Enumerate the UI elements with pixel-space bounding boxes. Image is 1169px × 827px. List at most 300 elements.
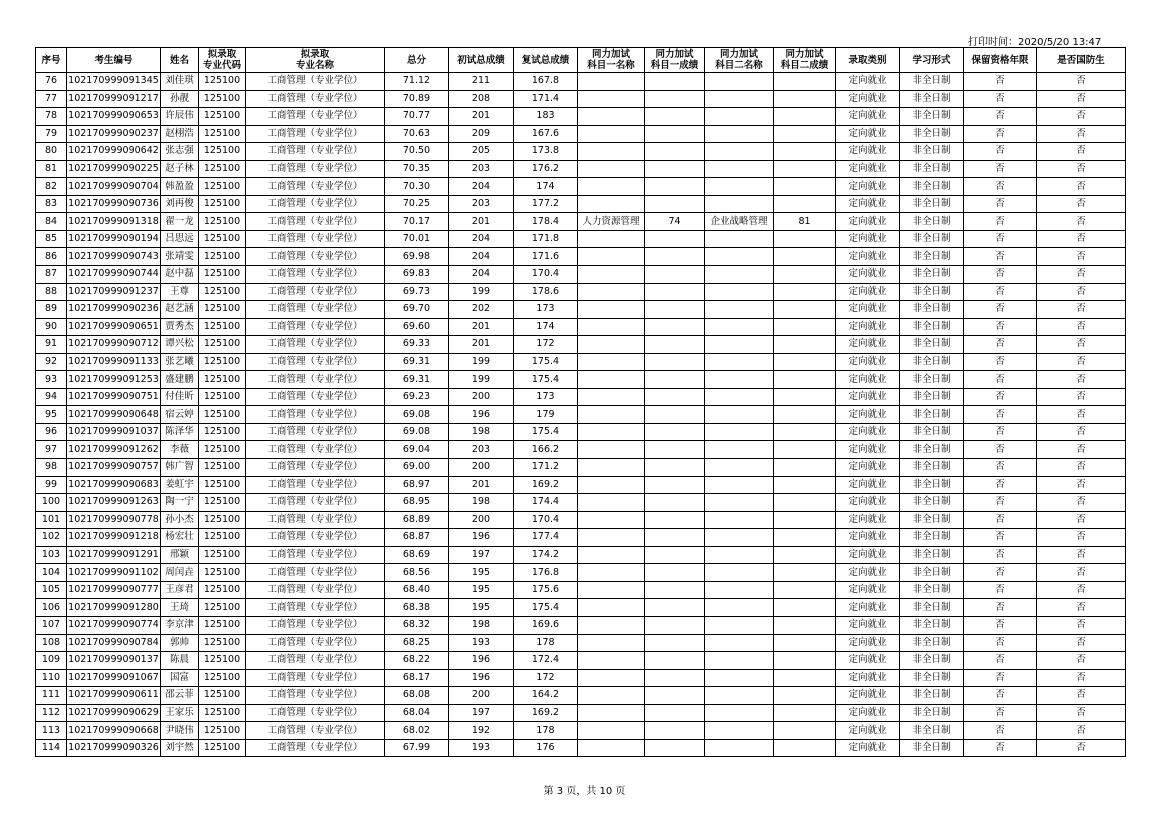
table-cell: 否 — [964, 529, 1037, 547]
table-row — [36, 722, 1126, 740]
table-cell — [645, 108, 705, 126]
table-cell: 68.32 — [385, 616, 449, 634]
table-cell: 125100 — [199, 125, 246, 143]
table-cell — [578, 108, 645, 126]
table-cell: 定向就业 — [836, 494, 900, 512]
table-cell — [645, 73, 705, 91]
table-cell: 定向就业 — [836, 388, 900, 406]
table-cell: 张志强 — [161, 143, 199, 161]
table-cell: 102170999091262 — [67, 441, 161, 459]
table-row — [36, 125, 1126, 143]
table-cell — [774, 160, 836, 178]
table-cell: 否 — [1037, 616, 1126, 634]
table-cell: 199 — [449, 371, 514, 389]
table-cell: 173 — [514, 301, 578, 319]
table-cell: 非全日制 — [900, 599, 964, 617]
table-cell — [705, 353, 774, 371]
column-header: 复试总成绩 — [514, 48, 578, 73]
table-cell: 176 — [514, 739, 578, 757]
table-cell: 201 — [449, 108, 514, 126]
table-row — [36, 213, 1126, 231]
table-body — [36, 73, 1126, 757]
table-cell: 69.33 — [385, 336, 449, 354]
table-cell: 125100 — [199, 90, 246, 108]
table-cell — [645, 143, 705, 161]
table-cell: 68.25 — [385, 634, 449, 652]
table-cell: 工商管理（专业学位） — [246, 511, 385, 529]
table-cell: 111 — [36, 687, 67, 705]
table-cell: 李薇 — [161, 441, 199, 459]
table-cell — [578, 125, 645, 143]
table-cell: 孙小杰 — [161, 511, 199, 529]
table-cell: 工商管理（专业学位） — [246, 301, 385, 319]
table-cell: 非全日制 — [900, 581, 964, 599]
table-cell: 87 — [36, 266, 67, 284]
table-row — [36, 529, 1126, 547]
table-cell — [774, 353, 836, 371]
table-cell: 否 — [1037, 687, 1126, 705]
table-cell: 175.6 — [514, 581, 578, 599]
table-row — [36, 476, 1126, 494]
table-cell: 王家乐 — [161, 704, 199, 722]
table-cell: 125100 — [199, 704, 246, 722]
table-cell: 工商管理（专业学位） — [246, 108, 385, 126]
table-cell — [578, 230, 645, 248]
table-cell — [645, 739, 705, 757]
table-cell: 179 — [514, 406, 578, 424]
table-cell: 非全日制 — [900, 336, 964, 354]
table-cell: 否 — [1037, 494, 1126, 512]
table-cell — [578, 160, 645, 178]
table-cell: 177.2 — [514, 195, 578, 213]
table-cell: 否 — [964, 739, 1037, 757]
table-cell: 205 — [449, 143, 514, 161]
table-cell: 195 — [449, 581, 514, 599]
table-cell: 125100 — [199, 160, 246, 178]
table-cell: 否 — [1037, 581, 1126, 599]
table-cell — [774, 195, 836, 213]
table-cell — [774, 178, 836, 196]
table-row — [36, 73, 1126, 91]
table-cell: 70.30 — [385, 178, 449, 196]
table-cell — [578, 564, 645, 582]
table-cell: 68.95 — [385, 494, 449, 512]
table-cell: 95 — [36, 406, 67, 424]
table-cell: 赵子林 — [161, 160, 199, 178]
table-cell: 张艺曦 — [161, 353, 199, 371]
table-cell: 非全日制 — [900, 406, 964, 424]
table-cell: 非全日制 — [900, 511, 964, 529]
table-cell: 102170999090683 — [67, 476, 161, 494]
table-cell — [578, 687, 645, 705]
table-cell: 102170999091263 — [67, 494, 161, 512]
table-cell: 125100 — [199, 616, 246, 634]
table-cell: 102170999090237 — [67, 125, 161, 143]
table-cell: 69.60 — [385, 318, 449, 336]
table-cell — [774, 687, 836, 705]
table-cell: 非全日制 — [900, 441, 964, 459]
table-cell: 94 — [36, 388, 67, 406]
table-cell: 101 — [36, 511, 67, 529]
table-cell: 177.4 — [514, 529, 578, 547]
table-cell: 非全日制 — [900, 634, 964, 652]
table-row — [36, 652, 1126, 670]
table-cell — [774, 669, 836, 687]
column-header: 初试总成绩 — [449, 48, 514, 73]
table-cell: 王尊 — [161, 283, 199, 301]
table-cell — [774, 634, 836, 652]
table-cell: 70.89 — [385, 90, 449, 108]
table-cell: 非全日制 — [900, 459, 964, 477]
table-cell: 167.6 — [514, 125, 578, 143]
table-cell: 103 — [36, 546, 67, 564]
table-cell — [774, 704, 836, 722]
table-cell: 否 — [1037, 90, 1126, 108]
table-cell: 102170999091217 — [67, 90, 161, 108]
table-cell: 102170999090736 — [67, 195, 161, 213]
table-cell — [705, 125, 774, 143]
table-cell: 否 — [1037, 266, 1126, 284]
table-cell: 工商管理（专业学位） — [246, 704, 385, 722]
table-cell: 68.02 — [385, 722, 449, 740]
table-cell: 93 — [36, 371, 67, 389]
table-cell: 工商管理（专业学位） — [246, 634, 385, 652]
table-cell: 非全日制 — [900, 353, 964, 371]
table-cell: 定向就业 — [836, 283, 900, 301]
table-cell: 否 — [964, 669, 1037, 687]
table-cell — [774, 371, 836, 389]
table-cell: 否 — [1037, 704, 1126, 722]
table-cell: 98 — [36, 459, 67, 477]
table-cell: 70.77 — [385, 108, 449, 126]
table-cell: 否 — [964, 143, 1037, 161]
table-cell: 91 — [36, 336, 67, 354]
table-cell: 定向就业 — [836, 143, 900, 161]
table-cell: 211 — [449, 73, 514, 91]
table-cell: 102170999091102 — [67, 564, 161, 582]
table-cell: 定向就业 — [836, 266, 900, 284]
table-cell: 工商管理（专业学位） — [246, 669, 385, 687]
table-cell — [705, 423, 774, 441]
table-cell: 否 — [964, 616, 1037, 634]
table-cell: 68.17 — [385, 669, 449, 687]
table-cell: 盛建鹏 — [161, 371, 199, 389]
table-cell: 工商管理（专业学位） — [246, 318, 385, 336]
table-cell: 工商管理（专业学位） — [246, 90, 385, 108]
table-row — [36, 406, 1126, 424]
table-cell: 定向就业 — [836, 318, 900, 336]
table-cell — [578, 283, 645, 301]
table-cell: 183 — [514, 108, 578, 126]
table-cell: 102170999090648 — [67, 406, 161, 424]
header-row — [36, 48, 1126, 73]
table-cell: 韩盈盈 — [161, 178, 199, 196]
table-cell: 125100 — [199, 669, 246, 687]
column-header: 同力加试 科目一名称 — [578, 48, 645, 73]
table-cell: 199 — [449, 353, 514, 371]
table-cell — [578, 371, 645, 389]
table-cell: 113 — [36, 722, 67, 740]
table-cell — [774, 722, 836, 740]
table-cell: 否 — [1037, 318, 1126, 336]
table-cell — [705, 546, 774, 564]
table-cell — [705, 529, 774, 547]
table-cell — [774, 283, 836, 301]
table-cell: 定向就业 — [836, 195, 900, 213]
table-cell: 204 — [449, 230, 514, 248]
table-cell: 赵中磊 — [161, 266, 199, 284]
table-cell: 200 — [449, 388, 514, 406]
table-cell — [645, 248, 705, 266]
table-cell: 定向就业 — [836, 336, 900, 354]
table-cell — [578, 195, 645, 213]
table-cell: 否 — [964, 266, 1037, 284]
table-cell: 169.2 — [514, 476, 578, 494]
table-cell: 102170999090784 — [67, 634, 161, 652]
table-cell: 195 — [449, 599, 514, 617]
table-cell: 定向就业 — [836, 704, 900, 722]
table-cell: 陶一宁 — [161, 494, 199, 512]
table-cell: 刘佳琪 — [161, 73, 199, 91]
table-row — [36, 441, 1126, 459]
table-cell: 否 — [1037, 511, 1126, 529]
table-cell: 125100 — [199, 318, 246, 336]
table-cell: 否 — [1037, 529, 1126, 547]
table-cell — [705, 318, 774, 336]
table-cell: 102170999090704 — [67, 178, 161, 196]
table-cell: 204 — [449, 266, 514, 284]
table-cell: 68.04 — [385, 704, 449, 722]
table-cell: 125100 — [199, 634, 246, 652]
table-cell — [705, 266, 774, 284]
table-cell: 工商管理（专业学位） — [246, 388, 385, 406]
table-cell: 195 — [449, 564, 514, 582]
table-cell: 定向就业 — [836, 213, 900, 231]
table-cell: 非全日制 — [900, 213, 964, 231]
table-cell — [705, 143, 774, 161]
table-cell — [578, 529, 645, 547]
table-row — [36, 371, 1126, 389]
table-cell: 196 — [449, 529, 514, 547]
column-header: 考生编号 — [67, 48, 161, 73]
table-cell: 125100 — [199, 371, 246, 389]
table-row — [36, 195, 1126, 213]
table-cell: 工商管理（专业学位） — [246, 283, 385, 301]
table-cell — [578, 476, 645, 494]
table-cell — [705, 704, 774, 722]
table-cell: 工商管理（专业学位） — [246, 722, 385, 740]
table-cell — [645, 353, 705, 371]
table-cell — [645, 616, 705, 634]
table-row — [36, 108, 1126, 126]
table-cell — [645, 406, 705, 424]
table-cell: 许辰伟 — [161, 108, 199, 126]
table-cell: 69.70 — [385, 301, 449, 319]
table-cell: 非全日制 — [900, 564, 964, 582]
table-cell: 非全日制 — [900, 230, 964, 248]
table-cell: 204 — [449, 178, 514, 196]
table-cell: 非全日制 — [900, 669, 964, 687]
table-cell: 定向就业 — [836, 722, 900, 740]
table-cell: 定向就业 — [836, 371, 900, 389]
table-cell: 否 — [964, 423, 1037, 441]
table-cell — [645, 529, 705, 547]
table-cell — [578, 511, 645, 529]
table-cell: 定向就业 — [836, 73, 900, 91]
table-cell: 否 — [1037, 669, 1126, 687]
table-cell: 125100 — [199, 353, 246, 371]
table-cell — [578, 336, 645, 354]
table-cell: 定向就业 — [836, 441, 900, 459]
table-cell: 定向就业 — [836, 459, 900, 477]
table-cell: 102170999090751 — [67, 388, 161, 406]
table-cell: 非全日制 — [900, 160, 964, 178]
table-cell: 工商管理（专业学位） — [246, 494, 385, 512]
table-cell — [774, 423, 836, 441]
table-cell: 110 — [36, 669, 67, 687]
table-cell — [774, 511, 836, 529]
table-cell — [645, 160, 705, 178]
table-cell: 174.2 — [514, 546, 578, 564]
table-cell — [774, 546, 836, 564]
table-cell: 否 — [1037, 143, 1126, 161]
table-cell — [578, 301, 645, 319]
table-cell: 203 — [449, 195, 514, 213]
table-cell: 178.4 — [514, 213, 578, 231]
table-cell: 102170999090653 — [67, 108, 161, 126]
table-cell: 125100 — [199, 581, 246, 599]
table-cell — [645, 494, 705, 512]
table-cell: 否 — [964, 722, 1037, 740]
table-cell: 69.04 — [385, 441, 449, 459]
table-cell: 125100 — [199, 143, 246, 161]
table-cell: 125100 — [199, 230, 246, 248]
table-cell: 172.4 — [514, 652, 578, 670]
table-cell: 114 — [36, 739, 67, 757]
table-cell: 否 — [1037, 195, 1126, 213]
table-cell: 83 — [36, 195, 67, 213]
table-cell: 69.98 — [385, 248, 449, 266]
table-cell: 否 — [964, 511, 1037, 529]
print-time: 打印时间：2020/5/20 13:47 — [968, 37, 1102, 48]
table-row — [36, 143, 1126, 161]
table-row — [36, 634, 1126, 652]
table-cell: 否 — [1037, 546, 1126, 564]
table-row — [36, 388, 1126, 406]
table-cell: 69.73 — [385, 283, 449, 301]
table-cell: 孙靓 — [161, 90, 199, 108]
table-row — [36, 336, 1126, 354]
table-cell: 193 — [449, 634, 514, 652]
table-cell: 工商管理（专业学位） — [246, 581, 385, 599]
table-cell: 工商管理（专业学位） — [246, 195, 385, 213]
table-row — [36, 511, 1126, 529]
table-cell: 102170999091253 — [67, 371, 161, 389]
table-cell — [578, 459, 645, 477]
table-cell: 125100 — [199, 494, 246, 512]
table-cell: 工商管理（专业学位） — [246, 687, 385, 705]
table-cell — [705, 687, 774, 705]
table-cell — [705, 599, 774, 617]
table-cell: 125100 — [199, 336, 246, 354]
table-cell — [645, 441, 705, 459]
table-cell: 否 — [1037, 441, 1126, 459]
table-cell — [578, 441, 645, 459]
column-header: 录取类别 — [836, 48, 900, 73]
table-cell: 102170999090642 — [67, 143, 161, 161]
table-cell: 196 — [449, 406, 514, 424]
table-cell: 人力资源管理 — [578, 213, 645, 231]
table-cell: 106 — [36, 599, 67, 617]
table-cell — [705, 283, 774, 301]
table-cell: 71.12 — [385, 73, 449, 91]
table-cell: 定向就业 — [836, 301, 900, 319]
table-cell — [645, 652, 705, 670]
column-header: 同力加试 科目二成绩 — [774, 48, 836, 73]
table-cell: 否 — [964, 301, 1037, 319]
table-cell — [578, 318, 645, 336]
table-cell: 定向就业 — [836, 546, 900, 564]
table-row — [36, 599, 1126, 617]
table-cell: 邵云菲 — [161, 687, 199, 705]
table-cell: 陈晨 — [161, 652, 199, 670]
table-cell: 尹晓伟 — [161, 722, 199, 740]
table-cell — [705, 652, 774, 670]
table-cell: 70.25 — [385, 195, 449, 213]
table-cell — [774, 581, 836, 599]
table-cell — [578, 652, 645, 670]
table-cell — [774, 406, 836, 424]
table-cell: 王琦 — [161, 599, 199, 617]
table-cell: 68.89 — [385, 511, 449, 529]
table-cell: 非全日制 — [900, 108, 964, 126]
table-cell — [645, 581, 705, 599]
table-cell: 169.6 — [514, 616, 578, 634]
table-cell — [774, 318, 836, 336]
table-cell: 102 — [36, 529, 67, 547]
table-cell: 贾秀杰 — [161, 318, 199, 336]
table-cell: 125100 — [199, 73, 246, 91]
table-cell: 非全日制 — [900, 266, 964, 284]
table-cell: 否 — [1037, 73, 1126, 91]
table-cell: 102170999091318 — [67, 213, 161, 231]
table-cell: 周闰垚 — [161, 564, 199, 582]
table-cell: 吕思远 — [161, 230, 199, 248]
table-cell: 69.23 — [385, 388, 449, 406]
table-cell: 非全日制 — [900, 283, 964, 301]
table-cell: 否 — [964, 371, 1037, 389]
table-cell: 175.4 — [514, 353, 578, 371]
table-row — [36, 266, 1126, 284]
table-cell: 102170999090629 — [67, 704, 161, 722]
table-row — [36, 248, 1126, 266]
table-cell: 否 — [964, 704, 1037, 722]
table-cell: 172 — [514, 669, 578, 687]
table-cell: 178.6 — [514, 283, 578, 301]
table-cell: 否 — [1037, 652, 1126, 670]
table-cell: 70.35 — [385, 160, 449, 178]
table-cell: 定向就业 — [836, 529, 900, 547]
table-cell: 李京津 — [161, 616, 199, 634]
table-cell: 非全日制 — [900, 371, 964, 389]
table-cell — [774, 616, 836, 634]
table-cell — [774, 336, 836, 354]
table-cell: 否 — [964, 459, 1037, 477]
table-cell: 69.00 — [385, 459, 449, 477]
table-cell: 164.2 — [514, 687, 578, 705]
column-header: 总分 — [385, 48, 449, 73]
table-cell: 102170999090777 — [67, 581, 161, 599]
